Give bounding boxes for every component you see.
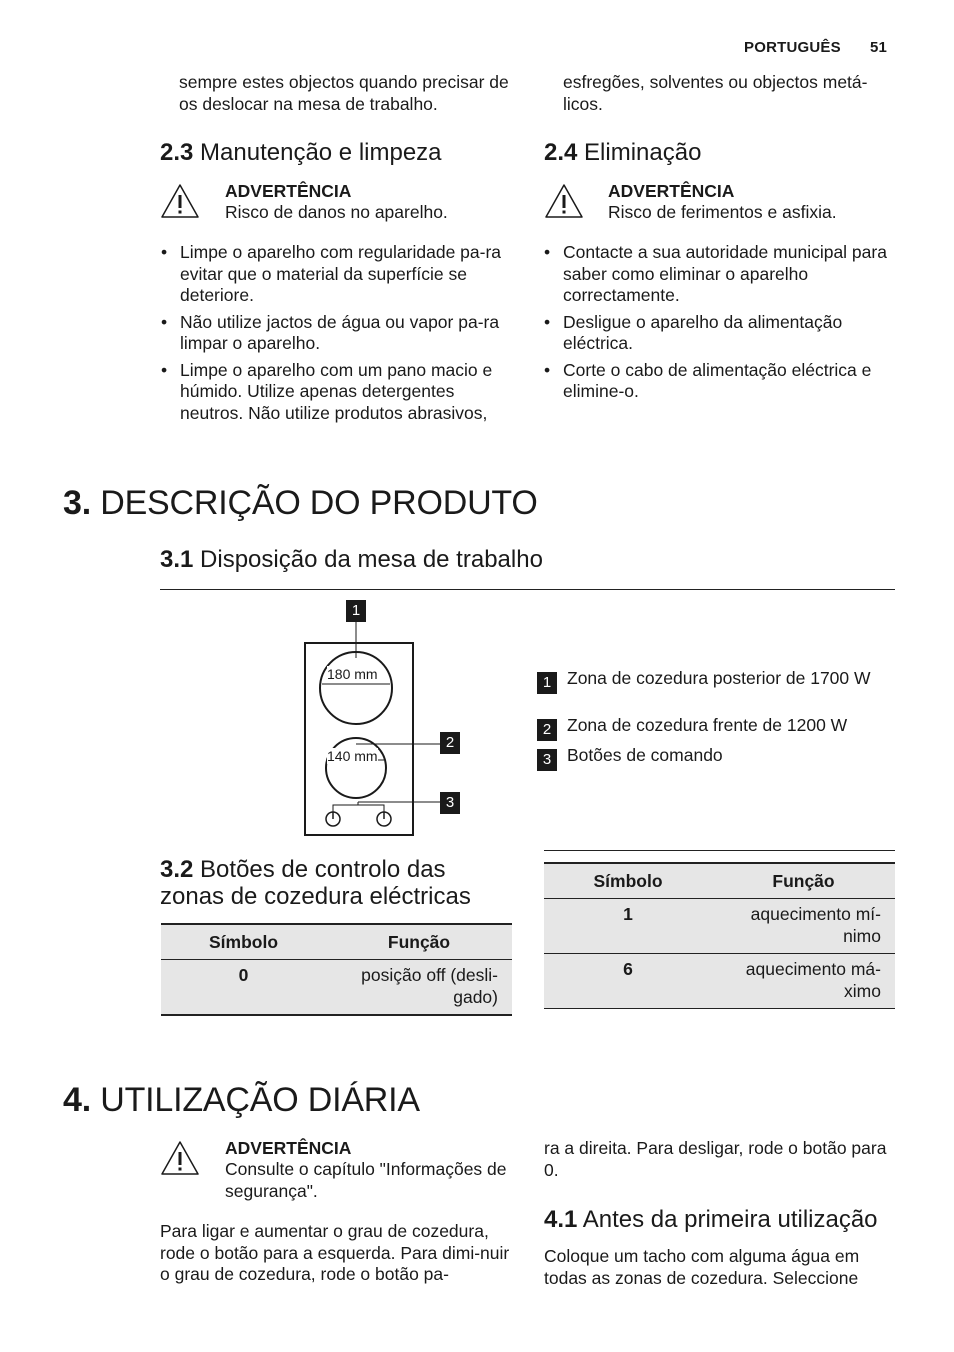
- column-header: Símbolo: [161, 925, 326, 960]
- warning-title: ADVERTÊNCIA: [225, 181, 352, 201]
- section-4-1-heading: 4.1 Antes da primeira utilização: [544, 1206, 878, 1233]
- section-3-2-heading: 3.2 Botões de controlo das zonas de cozedura eléctricas: [160, 856, 471, 910]
- column-header: Função: [326, 925, 512, 960]
- legend-item: 1 Zona de cozedura posterior de 1700 W: [537, 668, 877, 694]
- warning-icon: [544, 183, 584, 219]
- usage-paragraph-right: ra a direita. Para desligar, rode o botão para 0.: [544, 1138, 887, 1180]
- controls-table-right: [544, 862, 895, 1009]
- column-header: Função: [712, 864, 895, 899]
- chapter-4-heading: 4. UTILIZAÇÃO DIÁRIA: [63, 1081, 420, 1119]
- list-item: • Não utilize jactos de água ou vapor pa-ra limpar o aparelho.: [161, 312, 511, 355]
- page-number: 51: [870, 39, 888, 56]
- list-item: • Corte o cabo de alimentação eléctrica e elimine-o.: [544, 360, 900, 403]
- running-header-language: PORTUGUÊS: [744, 39, 841, 56]
- list-item: • Limpe o aparelho com regularidade pa-ra evitar que o material da superfície se deteriore.: [161, 242, 511, 307]
- warning-icon: [160, 183, 200, 219]
- callout-2: 2: [440, 732, 460, 754]
- warning-text: Consulte o capítulo "Informações de segurança".: [225, 1159, 507, 1201]
- column-header: Símbolo: [544, 864, 712, 899]
- zone-2-diameter-label: 140 mm: [327, 748, 378, 764]
- table-row: 1 aquecimento mí- nimo: [544, 899, 895, 954]
- section-3-1-heading: 3.1 Disposição da mesa de trabalho: [160, 546, 543, 573]
- maintenance-list: [161, 242, 511, 429]
- section-rule: [160, 589, 895, 590]
- list-item: • Contacte a sua autoridade municipal para saber como eliminar o aparelho correctamente.: [544, 242, 900, 307]
- zone-1-diameter-label: 180 mm: [327, 666, 378, 682]
- warning-icon: [160, 1140, 200, 1176]
- warning-title: ADVERTÊNCIA: [608, 181, 735, 201]
- callout-1: 1: [346, 600, 366, 622]
- section-rule: [544, 850, 895, 851]
- list-item: • Desligue o aparelho da alimentação eléctrica.: [544, 312, 900, 355]
- chapter-3-heading: 3. DESCRIÇÃO DO PRODUTO: [63, 484, 538, 522]
- warning-text: Risco de danos no aparelho.: [225, 202, 448, 222]
- list-item: • Limpe o aparelho com um pano macio e húmido. Utilize apenas detergentes neutros. Não utilize produtos abrasivos,: [161, 360, 511, 425]
- controls-table-left: [161, 923, 512, 1016]
- legend-item: 2 Zona de cozedura frente de 1200 W: [537, 715, 877, 741]
- right-continuation-text: esfregões, solventes ou objectos metá-licos.: [563, 72, 868, 114]
- table-row: 0 posição off (desli- gado): [161, 960, 512, 1015]
- warning-text: Risco de ferimentos e asfixia.: [608, 202, 837, 222]
- diagram-legend: [537, 668, 897, 778]
- callout-3: 3: [440, 792, 460, 814]
- legend-item: 3 Botões de comando: [537, 745, 877, 771]
- disposal-list: [544, 242, 900, 408]
- left-continuation-text: sempre estes objectos quando precisar de os deslocar na mesa de trabalho.: [179, 72, 509, 114]
- section-2-3-heading: 2.3 Manutenção e limpeza: [160, 139, 442, 166]
- warning-title: ADVERTÊNCIA: [225, 1138, 352, 1158]
- section-2-4-heading: 2.4 Eliminação: [544, 139, 702, 166]
- table-row: 6 aquecimento má- ximo: [544, 954, 895, 1009]
- usage-paragraph-left: Para ligar e aumentar o grau de cozedura, rode o botão para a esquerda. Para dimi-nuir o grau de cozedura, rode o botão pa-: [160, 1221, 510, 1284]
- first-use-paragraph: Coloque um tacho com alguma água em todas as zonas de cozedura. Seleccione: [544, 1246, 860, 1288]
